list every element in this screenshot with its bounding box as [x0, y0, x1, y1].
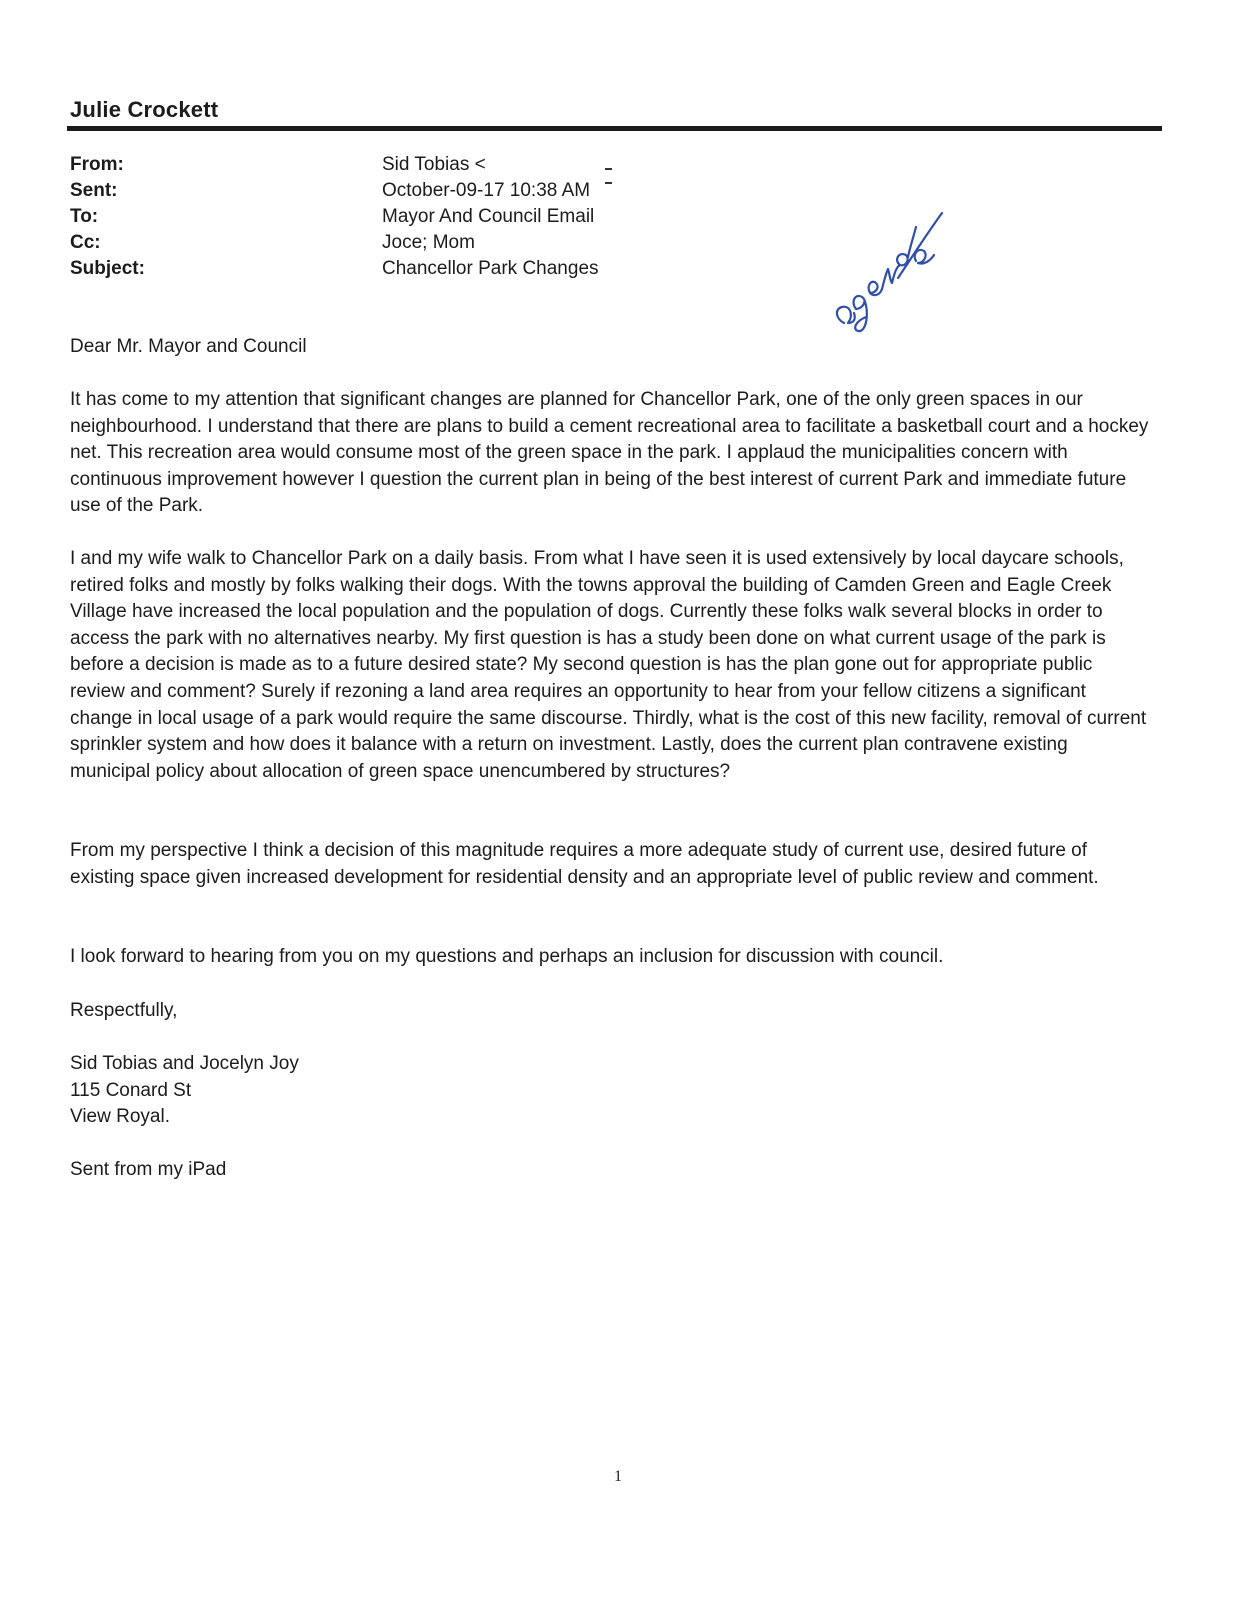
sent-from-device: Sent from my iPad: [70, 1159, 227, 1180]
redaction-mark: [605, 182, 612, 184]
cc-label: Cc:: [70, 232, 101, 253]
signature-street: 115 Conard St: [70, 1080, 192, 1101]
page-number: 1: [614, 1468, 622, 1485]
body-paragraph-4: I look forward to hearing from you on my questions and perhaps an inclusion for discussion with council.: [70, 946, 944, 967]
signature-names: Sid Tobias and Jocelyn Joy: [70, 1053, 299, 1074]
subject-label: Subject:: [70, 258, 145, 279]
signature-city: View Royal.: [70, 1106, 170, 1127]
body-paragraph-2: I and my wife walk to Chancellor Park on a daily basis. From what I have seen it is used extensively by local daycare schools, retired folks and mostly by folks walking their dogs. With the towns approval the building of Camden Green and Eagle Creek Village have increased the local population and the population of dogs. Currently these folks walk several blocks in order to access the park with no alternatives nearby. My first question is has a study been done on what current usage of the park is before a decision is made as to a future desired state? My second question is has the plan gone out for appropriate public review and comment? Surely if rezoning a land area requires an opportunity to hear from your fellow citizens a significant change in local usage of a park would require the same discourse. Thirdly, what is the cost of this new facility, removal of current sprinkler system and how does it balance with a return on investment. Lastly, does the current plan contravene existing municipal policy about allocation of green space unencumbered by structures?: [70, 548, 1147, 782]
redaction-mark: [605, 168, 612, 170]
email-owner-name: Julie Crockett: [70, 97, 219, 122]
from-value: Sid Tobias <: [382, 154, 486, 175]
from-label: From:: [70, 154, 124, 175]
closing: Respectfully,: [70, 1000, 178, 1021]
header-row-from: [70, 152, 630, 178]
cc-value: Joce; Mom: [382, 232, 475, 253]
subject-value: Chancellor Park Changes: [382, 258, 599, 279]
sent-label: Sent:: [70, 180, 118, 201]
sent-value: October-09-17 10:38 AM: [382, 180, 591, 201]
handwritten-agenda-annotation: [830, 205, 960, 340]
header-row-cc: [70, 230, 630, 256]
header-row-sent: [70, 178, 630, 204]
body-paragraph-1: It has come to my attention that significant changes are planned for Chancellor Park, one of the only green spaces in our neighbourhood. I understand that there are plans to build a cement recreational area to facilitate a basketball court and a hockey net. This recreation area would consume most of the green space in the park. I applaud the municipalities concern with continuous improvement however I question the current plan in being of the best interest of current Park and immediate future use of the Park.: [70, 389, 1149, 517]
salutation: Dear Mr. Mayor and Council: [70, 336, 307, 357]
header-row-subject: [70, 256, 630, 282]
to-label: To:: [70, 206, 99, 227]
header-row-to: [70, 204, 630, 230]
handwritten-agenda-text: agenda: [830, 205, 834, 206]
body-paragraph-3: From my perspective I think a decision of this magnitude requires a more adequate study of current use, desired future of existing space given increased development for residential density and an appropriate level of public review and comment.: [70, 840, 1099, 888]
to-value: Mayor And Council Email: [382, 206, 595, 227]
owner-divider: [67, 126, 1162, 131]
